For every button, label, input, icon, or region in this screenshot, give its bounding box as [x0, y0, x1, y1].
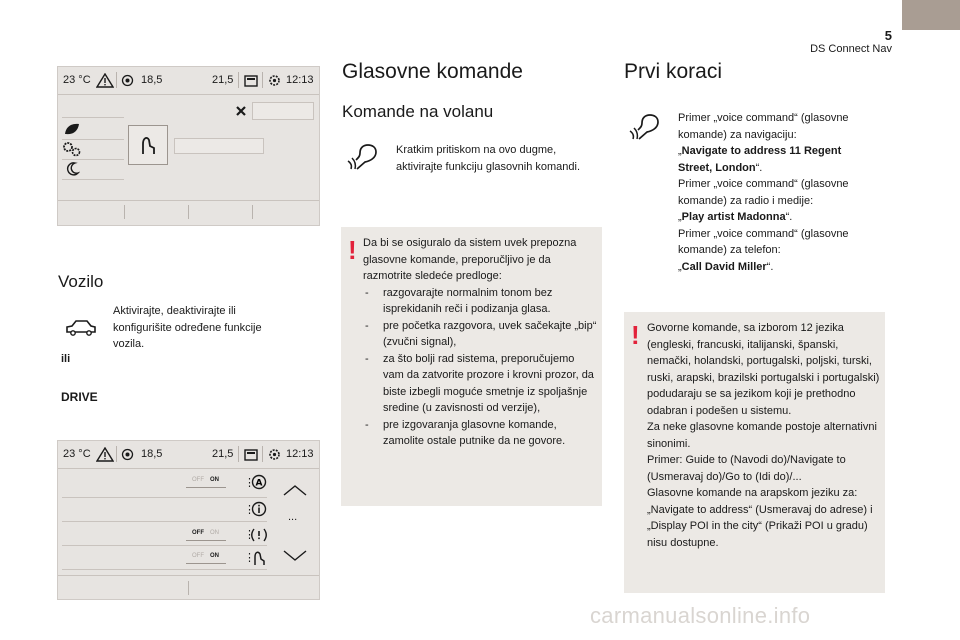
page-number: 5 [884, 28, 892, 43]
example-nav-intro: Primer „voice command“ (glasovne komande) za navigaciju: [678, 112, 849, 141]
row-menu-icon[interactable]: ⋮ [244, 552, 255, 564]
tip-3 [363, 351, 598, 417]
tip-1 [363, 285, 598, 318]
voice-tips-text [363, 235, 598, 450]
driving-settings-icon[interactable] [62, 141, 82, 157]
gps-icon [121, 448, 134, 461]
voice-commands-title: Glasovne komande [342, 60, 523, 83]
tyre-pressure-icon [251, 526, 267, 544]
tip-text: pre izgovaranja glasovne komande, zamolite ostale putnike da ne govore. [383, 418, 566, 447]
toggle-row-4[interactable] [192, 553, 219, 559]
row-menu-icon[interactable]: ⋮ [244, 477, 255, 489]
quote-open: „ [678, 145, 682, 157]
toggle-off-label: OFF [192, 530, 204, 536]
page-tab [902, 0, 960, 30]
tip-text: za što bolji rad sistema, preporučujemo vam da zatvorite prozore i krovni prozor, da biste izbegli moguće smetnje iz spoljašnje sredine (u zavisnosti od verzije), [383, 352, 594, 414]
voice-command-icon [627, 113, 663, 143]
example-nav [678, 143, 878, 176]
temperature: 23 °C [63, 74, 91, 86]
media-icon [244, 74, 258, 87]
vozilo-title: Vozilo [58, 272, 104, 291]
or-label: ili [61, 353, 71, 365]
selected-function-tile[interactable] [128, 125, 168, 165]
night-mode-icon[interactable] [64, 161, 80, 177]
warning-mark: ! [348, 235, 357, 265]
temperature-2: 23 °C [63, 448, 91, 460]
lane-assist-icon [251, 474, 267, 492]
toggle-off-label: OFF [192, 553, 204, 559]
example-media-intro: Primer „voice command“ (glasovne komande) za radio i medije: [678, 178, 849, 207]
quote-close: “. [755, 161, 763, 174]
watermark: carmanualsonline.info [590, 603, 811, 628]
more-indicator: ... [288, 511, 298, 523]
bullet-dash: - [365, 319, 369, 332]
voice-command-description: Kratkim pritiskom na ovo dugme, aktivirajte funkciju glasovnih komandi. [396, 144, 581, 173]
first-steps-title: Prvi koraci [624, 60, 723, 83]
value-a-2: 18,5 [141, 448, 163, 460]
vozilo-description: Aktivirajte, deaktivirajte ili konfigurišite određene funkcije vozila. [113, 305, 262, 350]
svg-text:A: A [255, 478, 263, 489]
quote-open: „ [678, 211, 682, 223]
scroll-up-icon[interactable] [282, 483, 308, 497]
languages-text [647, 320, 883, 551]
bullet-dash: - [365, 352, 369, 365]
row-menu-icon[interactable]: ⋮ [244, 529, 255, 541]
row-menu-icon[interactable]: ⋮ [244, 504, 255, 516]
synonyms-example: Primer: Guide to (Navodi do)/Navigate to (Usmeravaj do)/Go to (Idi do)/... [647, 454, 846, 483]
tip-4 [363, 417, 598, 450]
clock-2: 12:13 [286, 448, 314, 460]
synonyms-paragraph: Za neke glasovne komande postoje alternativni sinonimi. [647, 421, 877, 450]
voice-tips-box [341, 227, 602, 506]
languages-box [624, 312, 885, 593]
example-nav-command: Navigate to address 11 Regent Street, London [678, 145, 842, 174]
arabic-note: Glasovne komande na arapskom jeziku za: „Navigate to address“ (Usmeravaj do adrese) i „Display POI in the city“ (Prikaži POI u gradu) nisu dostupne. [647, 487, 873, 549]
quote-close: “. [785, 211, 793, 223]
toggle-on-label: ON [210, 477, 219, 483]
tip-text: razgovarajte normalnim tonom bez isprekidanih reči i podizanja glasa. [383, 286, 553, 315]
voice-tips-intro: Da bi se osiguralo da sistem uvek prepozna glasovne komande, preporučljivo je da razmotrite sledeće predloge: [363, 237, 577, 282]
quote-open: „ [678, 260, 682, 273]
gps-icon [121, 74, 134, 87]
settings-icon[interactable] [267, 73, 282, 88]
bullet-dash: - [365, 418, 369, 431]
tip-text: pre početka razgovora, uvek sačekajte „bip“ (zvučni signal), [383, 319, 597, 348]
vehicle-screen [57, 66, 320, 226]
toggle-on-label: ON [210, 530, 219, 536]
example-phone [678, 259, 878, 276]
warning-icon [96, 73, 114, 88]
example-phone-intro: Primer „voice command“ (glasovne komande) za telefon: [678, 227, 849, 256]
car-icon [64, 318, 98, 338]
status-bar-2 [58, 441, 319, 468]
info-icon [251, 501, 267, 517]
warning-icon [96, 447, 114, 462]
example-phone-command: Call David Miller [681, 260, 767, 273]
warning-mark: ! [631, 320, 640, 350]
toggle-row-3[interactable] [192, 530, 219, 536]
top-right-field[interactable] [252, 102, 314, 120]
tip-2 [363, 318, 598, 351]
status-bar [58, 67, 319, 94]
languages-paragraph: Govorne komande, sa izborom 12 jezika (engleski, francuski, italijanski, španski, nemački, holandski, portugalski, poljski, turski, ruski, arapski, brazilski portugalski i portugalski) podudaraju se sa jezikom koji je prethodno odabran i podešen u sistemu. [647, 322, 880, 417]
toggle-off-label: OFF [192, 477, 204, 483]
quote-close: “. [766, 260, 774, 273]
seat-icon [251, 549, 267, 567]
seat-massage-icon [138, 134, 158, 156]
example-media-command: Play artist Madonna [681, 211, 786, 223]
close-icon[interactable] [235, 105, 247, 117]
bullet-dash: - [365, 286, 369, 299]
settings-icon[interactable] [267, 447, 282, 462]
clock: 12:13 [286, 74, 314, 86]
steering-wheel-controls-subtitle: Komande na volanu [342, 102, 494, 121]
function-bar[interactable] [174, 138, 264, 154]
toggle-row-1[interactable] [192, 477, 219, 483]
vehicle-functions-screen [57, 440, 320, 600]
eco-icon[interactable] [62, 121, 82, 137]
example-media [678, 209, 878, 226]
value-b: 21,5 [212, 74, 234, 86]
voice-command-icon [345, 143, 381, 173]
toggle-on-label: ON [210, 553, 219, 559]
value-a: 18,5 [141, 74, 163, 86]
scroll-down-icon[interactable] [282, 549, 308, 563]
drive-button-label: DRIVE [61, 390, 98, 404]
voice-examples [678, 110, 878, 275]
value-b-2: 21,5 [212, 448, 234, 460]
media-icon [244, 448, 258, 461]
section-name: DS Connect Nav [810, 43, 892, 55]
